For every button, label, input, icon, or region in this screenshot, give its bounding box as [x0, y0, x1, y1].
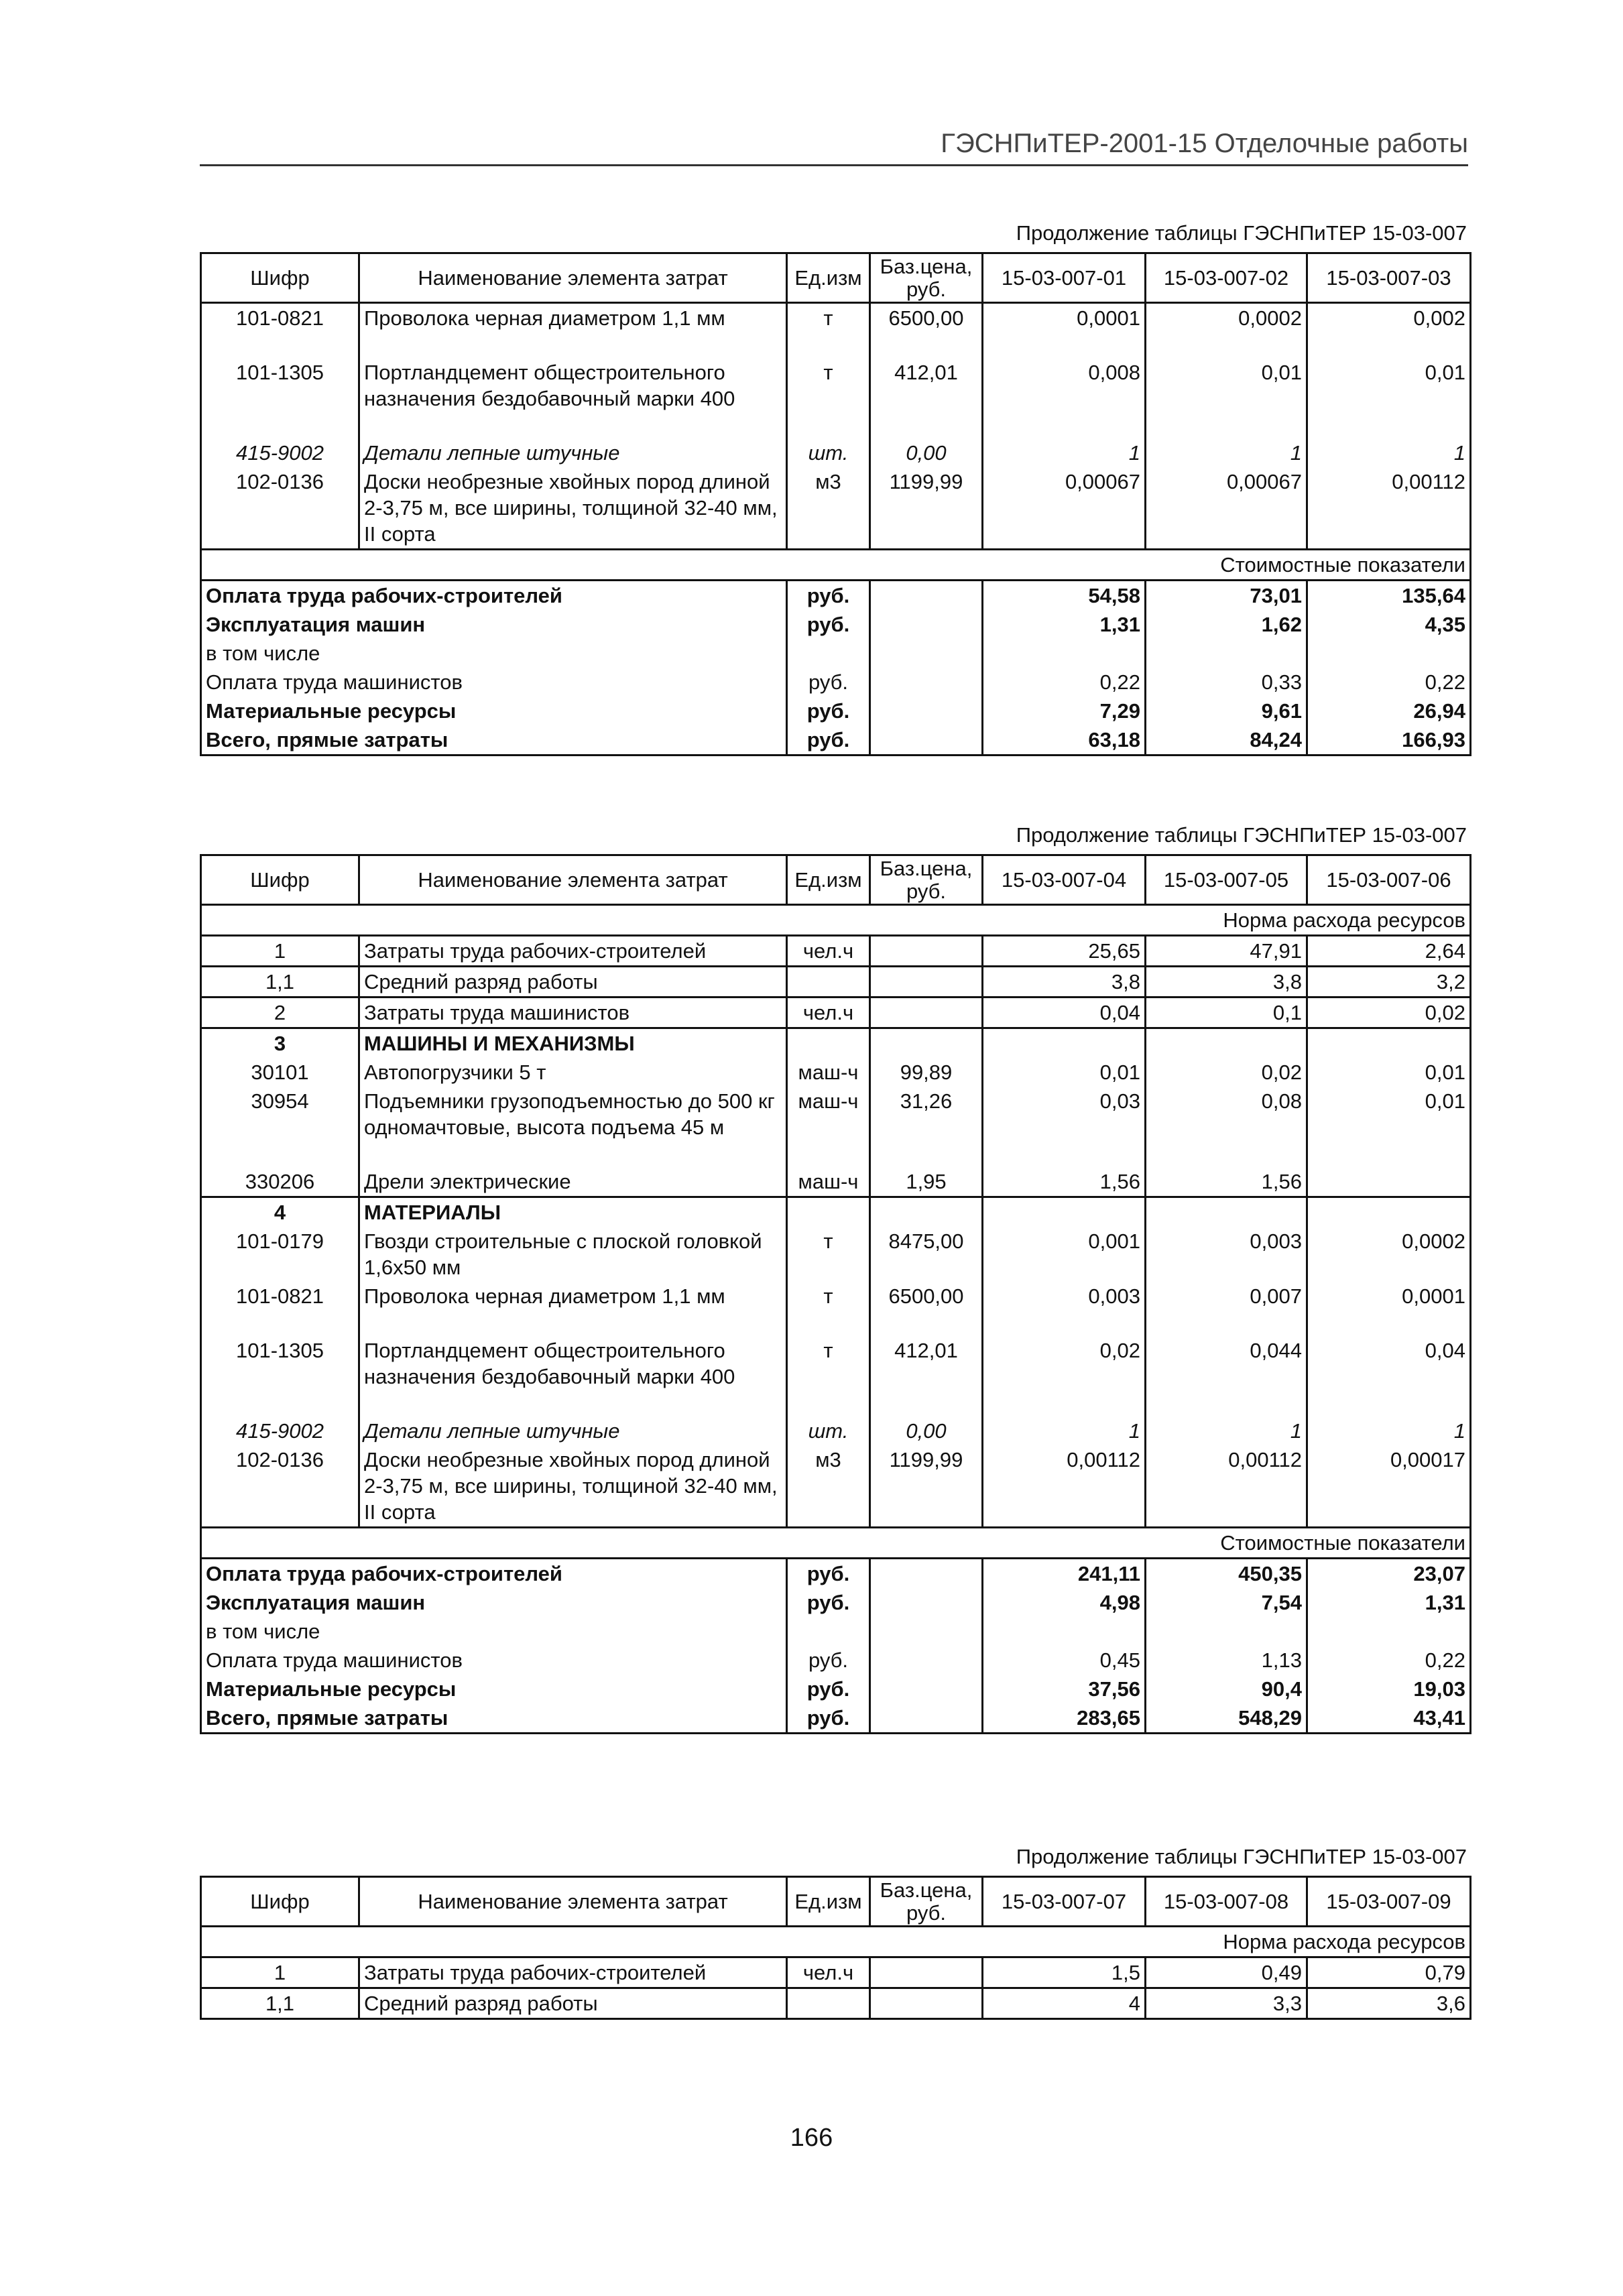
row-value: 0,007 [1146, 1282, 1307, 1311]
summary-value: 1,13 [1146, 1646, 1307, 1675]
row-price [870, 936, 983, 967]
table-row [201, 1282, 1471, 1311]
row-code: 101-0821 [235, 1284, 324, 1308]
row-name: Доски необрезные хвойных пород длиной 2-3,75 м, все ширины, толщиной 32-40 мм, II сорта [359, 1445, 787, 1528]
row-value: 3,6 [1307, 1988, 1471, 2019]
row-value: 3,8 [1146, 967, 1307, 998]
row-value: 1 [1146, 438, 1307, 467]
row-value: 4 [983, 1988, 1146, 2019]
row-unit: шт. [787, 1416, 870, 1445]
row-value: 0,01 [1307, 1058, 1471, 1087]
table-row [201, 936, 1471, 967]
row-value: 0,001 [983, 1227, 1146, 1282]
row-value: 3,3 [1146, 1988, 1307, 2019]
resource-table-3 [200, 1876, 1471, 2020]
summary-label: Всего, прямые затраты [206, 1706, 448, 1730]
row-price: 31,26 [870, 1087, 983, 1142]
row-price: 412,01 [870, 358, 983, 413]
row-value: 0,003 [983, 1282, 1146, 1311]
summary-value: 548,29 [1146, 1703, 1307, 1734]
row-value: 0,02 [983, 1336, 1146, 1391]
summary-row [201, 1588, 1471, 1617]
row-value: 0,02 [1146, 1058, 1307, 1087]
row-price: 6500,00 [870, 303, 983, 333]
summary-row [201, 1559, 1471, 1589]
summary-value: 1,31 [983, 610, 1146, 639]
row-unit: т [787, 1282, 870, 1311]
summary-row [201, 1675, 1471, 1703]
row-unit [787, 1988, 870, 2019]
summary-label: в том числе [206, 1620, 320, 1643]
table-row [201, 1416, 1471, 1445]
row-name: Затраты труда машинистов [359, 998, 787, 1028]
row-price: 1199,99 [870, 1445, 983, 1528]
table-row [201, 1227, 1471, 1282]
row-value: 3,8 [983, 967, 1146, 998]
summary-label: Материальные ресурсы [206, 699, 457, 723]
row-name: Гвозди строительные с плоской головкой 1,6х50 мм [359, 1227, 787, 1282]
row-code: 415-9002 [235, 441, 324, 465]
table-row [201, 358, 1471, 413]
summary-unit: руб. [787, 1675, 870, 1703]
row-value: 0,79 [1307, 1957, 1471, 1988]
summary-label: Эксплуатация машин [206, 1591, 426, 1614]
row-value: 0,0001 [1307, 1282, 1471, 1311]
row-name: Подъемники грузоподъемностью до 500 кг одномачтовые, высота подъема 45 м [359, 1087, 787, 1142]
row-name: МАШИНЫ И МЕХАНИЗМЫ [359, 1028, 787, 1059]
header-rate-code: 15-03-007-02 [1146, 253, 1307, 303]
row-unit: шт. [787, 438, 870, 467]
row-code: 102-0136 [235, 1448, 324, 1471]
summary-value: 73,01 [1146, 581, 1307, 611]
summary-value: 166,93 [1307, 725, 1471, 756]
summary-value: 7,29 [983, 697, 1146, 725]
summary-value: 450,35 [1146, 1559, 1307, 1589]
header-rate-code: 15-03-007-03 [1307, 253, 1471, 303]
row-unit: м3 [787, 467, 870, 550]
summary-label: Материальные ресурсы [206, 1677, 457, 1701]
row-value [1307, 1167, 1471, 1197]
row-value: 1,5 [983, 1957, 1146, 1988]
table-caption: Продолжение таблицы ГЭСНПиТЕР 15-03-007 [1016, 1845, 1467, 1868]
row-code: 101-1305 [235, 1339, 324, 1362]
row-code: 1,1 [201, 1988, 359, 2019]
summary-value: 7,54 [1146, 1588, 1307, 1617]
row-code: 1,1 [201, 967, 359, 998]
summary-row [201, 668, 1471, 697]
row-value: 0,00112 [1146, 1445, 1307, 1528]
row-value: 0,00067 [983, 467, 1146, 550]
row-unit: маш-ч [787, 1058, 870, 1087]
row-value: 0,002 [1307, 303, 1471, 333]
row-unit: т [787, 1336, 870, 1391]
row-name: Детали лепные штучные [359, 1416, 787, 1445]
cost-band-label: Стоимостные показатели [201, 1528, 1471, 1559]
row-unit: маш-ч [787, 1167, 870, 1197]
row-price: 99,89 [870, 1058, 983, 1087]
row-price [870, 998, 983, 1028]
summary-label: Оплата труда машинистов [206, 670, 463, 694]
page-number: 166 [790, 2124, 833, 2152]
summary-unit: руб. [787, 1588, 870, 1617]
header-rate-code: 15-03-007-06 [1307, 855, 1471, 905]
row-value: 0,04 [983, 998, 1146, 1028]
summary-value: 0,22 [983, 668, 1146, 697]
row-price: 412,01 [870, 1336, 983, 1391]
row-value: 0,044 [1146, 1336, 1307, 1391]
row-code: 102-0136 [235, 470, 324, 493]
summary-label: Эксплуатация машин [206, 613, 426, 636]
row-code: 30954 [251, 1089, 309, 1113]
table-row [201, 1087, 1471, 1142]
table-row [201, 303, 1471, 333]
summary-label: Оплата труда рабочих-строителей [201, 1559, 787, 1589]
summary-row [201, 639, 1471, 668]
norm-band [201, 1927, 1471, 1957]
row-value: 1 [983, 438, 1146, 467]
summary-row [201, 610, 1471, 639]
row-name: Автопогрузчики 5 т [359, 1058, 787, 1087]
table-row [201, 1167, 1471, 1197]
summary-value: 1,31 [1307, 1588, 1471, 1617]
header-rate-code: 15-03-007-01 [983, 253, 1146, 303]
table-row [201, 1197, 1471, 1227]
table-row [201, 1988, 1471, 2019]
header-name: Наименование элемента затрат [359, 253, 787, 303]
running-header: ГЭСНПиТЕР-2001-15 Отделочные работы [200, 129, 1468, 166]
row-unit: т [787, 358, 870, 413]
summary-value: 283,65 [983, 1703, 1146, 1734]
row-name: Дрели электрические [359, 1167, 787, 1197]
row-code: 2 [201, 998, 359, 1028]
row-unit: чел.ч [787, 936, 870, 967]
header-unit: Ед.изм [787, 855, 870, 905]
table-row [201, 1058, 1471, 1087]
row-unit: т [787, 1227, 870, 1282]
row-value: 1 [1146, 1416, 1307, 1445]
header-name: Наименование элемента затрат [359, 1877, 787, 1927]
row-value: 0,02 [1307, 998, 1471, 1028]
summary-value: 0,22 [1307, 1646, 1471, 1675]
header-code: Шифр [201, 855, 359, 905]
summary-unit: руб. [787, 581, 870, 611]
summary-label: Оплата труда рабочих-строителей [201, 581, 787, 611]
header-rate-code: 15-03-007-09 [1307, 1877, 1471, 1927]
summary-value: 1,62 [1146, 610, 1307, 639]
summary-value: 4,35 [1307, 610, 1471, 639]
row-name: МАТЕРИАЛЫ [359, 1197, 787, 1227]
table-row [201, 438, 1471, 467]
row-value: 0,08 [1146, 1087, 1307, 1142]
row-value: 0,008 [983, 358, 1146, 413]
row-price [870, 967, 983, 998]
summary-value: 90,4 [1146, 1675, 1307, 1703]
header-rate-code: 15-03-007-05 [1146, 855, 1307, 905]
summary-value: 43,41 [1307, 1703, 1471, 1734]
row-code: 30101 [251, 1061, 309, 1084]
row-name: Затраты труда рабочих-строителей [359, 936, 787, 967]
summary-unit: руб. [787, 1646, 870, 1675]
row-value: 0,003 [1146, 1227, 1307, 1282]
table-row [201, 1336, 1471, 1391]
row-code: 4 [201, 1197, 359, 1227]
norm-band-label: Норма расхода ресурсов [201, 905, 1471, 936]
row-code: 101-1305 [235, 361, 324, 384]
row-value: 0,00067 [1146, 467, 1307, 550]
cost-band [201, 1528, 1471, 1559]
summary-label: в том числе [206, 642, 320, 665]
row-price [870, 1988, 983, 2019]
row-value: 0,0002 [1146, 303, 1307, 333]
summary-value: 84,24 [1146, 725, 1307, 756]
row-name: Средний разряд работы [359, 967, 787, 998]
cost-band [201, 550, 1471, 581]
row-value: 1 [1307, 1416, 1471, 1445]
row-code: 101-0179 [235, 1229, 324, 1253]
row-unit: м3 [787, 1445, 870, 1528]
table-caption: Продолжение таблицы ГЭСНПиТЕР 15-03-007 [1016, 823, 1467, 847]
row-name: Доски необрезные хвойных пород длиной 2-3,75 м, все ширины, толщиной 32-40 мм, II сорта [359, 467, 787, 550]
table-row [201, 1957, 1471, 1988]
summary-row [201, 1617, 1471, 1646]
row-code: 1 [274, 1961, 286, 1984]
row-code: 101-0821 [235, 306, 324, 330]
table-caption: Продолжение таблицы ГЭСНПиТЕР 15-03-007 [1016, 221, 1467, 245]
summary-value: 9,61 [1146, 697, 1307, 725]
summary-value: 19,03 [1307, 1675, 1471, 1703]
summary-unit: руб. [787, 697, 870, 725]
header-rate-code: 15-03-007-08 [1146, 1877, 1307, 1927]
header-unit: Ед.изм [787, 1877, 870, 1927]
row-unit: чел.ч [787, 998, 870, 1028]
table-row [201, 1445, 1471, 1528]
table-row [201, 967, 1471, 998]
row-code: 415-9002 [235, 1419, 324, 1443]
table-row [201, 998, 1471, 1028]
row-price: 0,00 [870, 1416, 983, 1445]
row-code: 3 [201, 1028, 359, 1059]
norm-band-label: Норма расхода ресурсов [201, 1927, 1471, 1957]
summary-unit: руб. [787, 1703, 870, 1734]
row-value: 0,00112 [1307, 467, 1471, 550]
header-rate-code: 15-03-007-07 [983, 1877, 1146, 1927]
summary-row [201, 697, 1471, 725]
summary-unit: руб. [787, 725, 870, 756]
summary-value: 63,18 [983, 725, 1146, 756]
header-price: Баз.цена, руб. [870, 253, 983, 303]
header-code: Шифр [201, 1877, 359, 1927]
summary-value: 241,11 [983, 1559, 1146, 1589]
row-value: 0,0001 [983, 303, 1146, 333]
row-price: 6500,00 [870, 1282, 983, 1311]
summary-row [201, 1646, 1471, 1675]
row-unit: т [787, 303, 870, 333]
resource-table-2 [200, 854, 1471, 1734]
row-value: 0,03 [983, 1087, 1146, 1142]
cost-band-label: Стоимостные показатели [201, 550, 1471, 581]
row-value: 0,00017 [1307, 1445, 1471, 1528]
summary-row [201, 725, 1471, 756]
row-value: 0,00112 [983, 1445, 1146, 1528]
row-price: 0,00 [870, 438, 983, 467]
summary-value: 0,45 [983, 1646, 1146, 1675]
summary-row [201, 1703, 1471, 1734]
header-name: Наименование элемента затрат [359, 855, 787, 905]
row-price [870, 1957, 983, 1988]
row-value: 0,01 [1307, 1087, 1471, 1142]
row-value: 0,01 [1146, 358, 1307, 413]
row-value: 0,1 [1146, 998, 1307, 1028]
row-value: 0,01 [1307, 358, 1471, 413]
row-unit [787, 967, 870, 998]
row-name: Портландцемент общестроительного назначения бездобавочный марки 400 [359, 1336, 787, 1391]
row-value: 0,01 [983, 1058, 1146, 1087]
resource-table-1 [200, 252, 1471, 756]
summary-value: 23,07 [1307, 1559, 1471, 1589]
header-code: Шифр [201, 253, 359, 303]
summary-value: 54,58 [983, 581, 1146, 611]
summary-value: 0,33 [1146, 668, 1307, 697]
row-unit: чел.ч [787, 1957, 870, 1988]
row-price: 8475,00 [870, 1227, 983, 1282]
summary-row [201, 581, 1471, 611]
summary-unit: руб. [787, 610, 870, 639]
header-price: Баз.цена, руб. [870, 855, 983, 905]
summary-value: 4,98 [983, 1588, 1146, 1617]
summary-label: Всего, прямые затраты [206, 728, 448, 751]
summary-unit: руб. [787, 1559, 870, 1589]
header-unit: Ед.изм [787, 253, 870, 303]
row-value: 0,49 [1146, 1957, 1307, 1988]
summary-unit: руб. [787, 668, 870, 697]
row-name: Проволока черная диаметром 1,1 мм [359, 303, 787, 333]
row-value: 0,04 [1307, 1336, 1471, 1391]
row-name: Проволока черная диаметром 1,1 мм [359, 1282, 787, 1311]
row-name: Средний разряд работы [359, 1988, 787, 2019]
row-name: Затраты труда рабочих-строителей [359, 1957, 787, 1988]
row-value: 0,0002 [1307, 1227, 1471, 1282]
summary-value: 37,56 [983, 1675, 1146, 1703]
row-value: 2,64 [1307, 936, 1471, 967]
row-value: 25,65 [983, 936, 1146, 967]
row-unit: маш-ч [787, 1087, 870, 1142]
row-value: 1,56 [983, 1167, 1146, 1197]
row-code: 1 [274, 939, 286, 963]
table-row [201, 1028, 1471, 1059]
summary-label: Оплата труда машинистов [206, 1648, 463, 1672]
row-price: 1199,99 [870, 467, 983, 550]
summary-value: 135,64 [1307, 581, 1471, 611]
summary-value: 0,22 [1307, 668, 1471, 697]
row-name: Детали лепные штучные [359, 438, 787, 467]
row-code: 330206 [245, 1170, 315, 1193]
norm-band [201, 905, 1471, 936]
row-name: Портландцемент общестроительного назначения бездобавочный марки 400 [359, 358, 787, 413]
header-rate-code: 15-03-007-04 [983, 855, 1146, 905]
summary-value: 26,94 [1307, 697, 1471, 725]
row-value: 47,91 [1146, 936, 1307, 967]
table-row [201, 467, 1471, 550]
row-value: 3,2 [1307, 967, 1471, 998]
row-price: 1,95 [870, 1167, 983, 1197]
row-value: 1 [983, 1416, 1146, 1445]
header-price: Баз.цена, руб. [870, 1877, 983, 1927]
row-value: 1,56 [1146, 1167, 1307, 1197]
row-value: 1 [1307, 438, 1471, 467]
